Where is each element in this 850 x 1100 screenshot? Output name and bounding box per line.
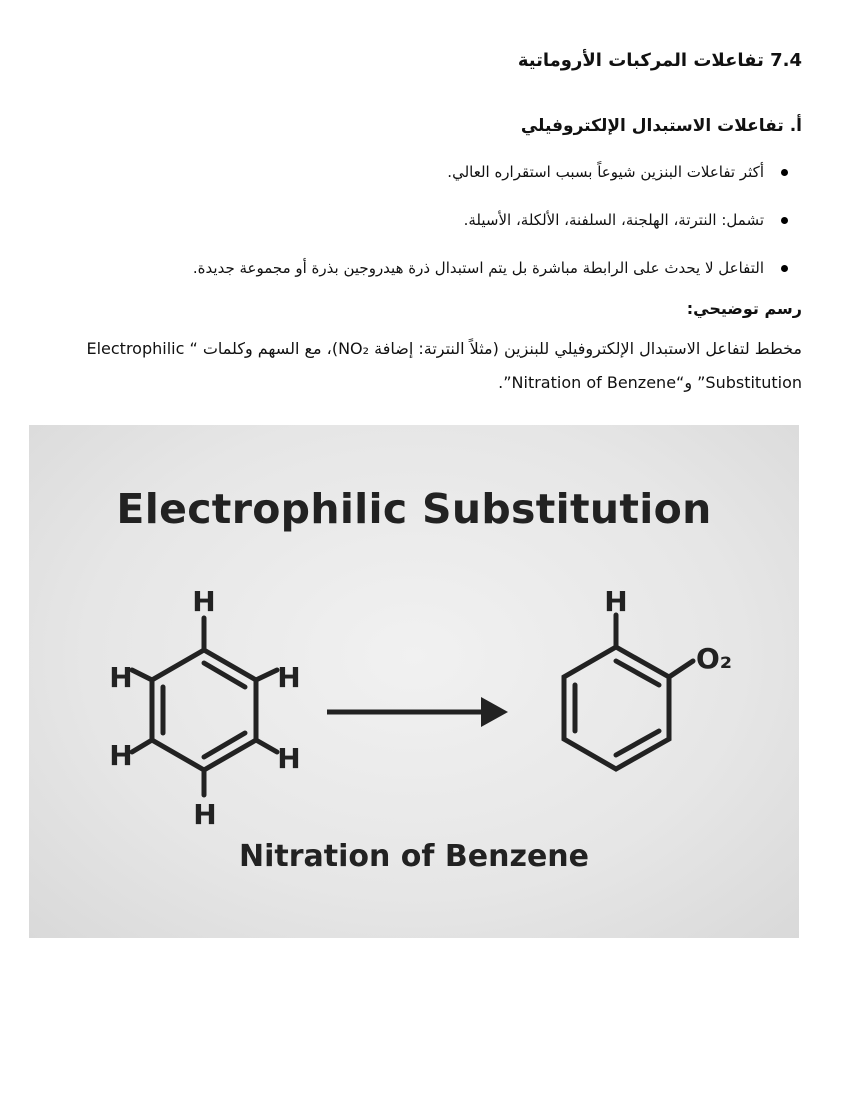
figure-title: Electrophilic Substitution xyxy=(116,485,712,533)
figure-caption: Nitration of Benzene xyxy=(239,839,589,874)
illustration-description xyxy=(47,332,802,400)
cn-bond xyxy=(669,661,693,677)
bullet-icon xyxy=(781,169,788,176)
bullet-icon xyxy=(781,265,788,272)
list-item xyxy=(42,208,802,232)
benzene-reactant xyxy=(132,618,277,795)
double-bond xyxy=(616,731,659,755)
double-bond xyxy=(616,661,659,685)
hydrogen-atom: H xyxy=(277,661,301,694)
nitro-group-label: O₂ xyxy=(696,642,733,675)
bullet-text: التفاعل لا يحدث على الرابطة مباشرة بل يتم استبدال ذرة هيدروجين بذرة أو مجموعة جديدة. xyxy=(192,259,764,277)
hydrogen-atom: H xyxy=(604,585,628,618)
nitrobenzene-product xyxy=(564,615,693,769)
list-item xyxy=(42,256,802,280)
section-heading: 7.4 تفاعلات المركبات الأروماتية xyxy=(517,50,802,71)
reaction-arrow xyxy=(327,697,508,727)
list-item xyxy=(42,160,802,184)
ch-bond xyxy=(256,670,277,680)
double-bond xyxy=(204,663,245,687)
benzene-ring xyxy=(152,650,256,770)
illustration-label: رسم توضيحي: xyxy=(686,299,802,318)
bullet-icon xyxy=(781,217,788,224)
description-line-2: Substitution” و“Nitration of Benzene”. xyxy=(498,373,802,392)
double-bond xyxy=(204,733,245,757)
subsection-heading: أ. تفاعلات الاستبدال الإلكتروفيلي xyxy=(520,116,802,136)
bullet-text: أكثر تفاعلات البنزين شيوعاً بسبب استقراره العالي. xyxy=(447,163,764,181)
ch-bond xyxy=(256,740,277,752)
hydrogen-atom: H xyxy=(109,739,133,772)
hydrogen-atom: H xyxy=(277,742,301,775)
ch-bond xyxy=(132,740,152,752)
hydrogen-atom: H xyxy=(109,661,133,694)
description-line-1: مخطط لتفاعل الاستبدال الإلكتروفيلي للبنزين (مثلاً النترتة: إضافة NO₂)، مع السهم وكلمات “ Electrophilic xyxy=(86,339,802,358)
bullet-text: تشمل: النترتة، الهلجنة، السلفنة، الألكلة، الأسيلة. xyxy=(463,211,764,229)
hydrogen-atom: H xyxy=(193,798,217,831)
ch-bond xyxy=(132,670,152,680)
reaction-figure xyxy=(29,425,799,938)
hydrogen-atom: H xyxy=(192,585,216,618)
bullet-list xyxy=(42,160,802,304)
benzene-ring xyxy=(564,647,669,769)
